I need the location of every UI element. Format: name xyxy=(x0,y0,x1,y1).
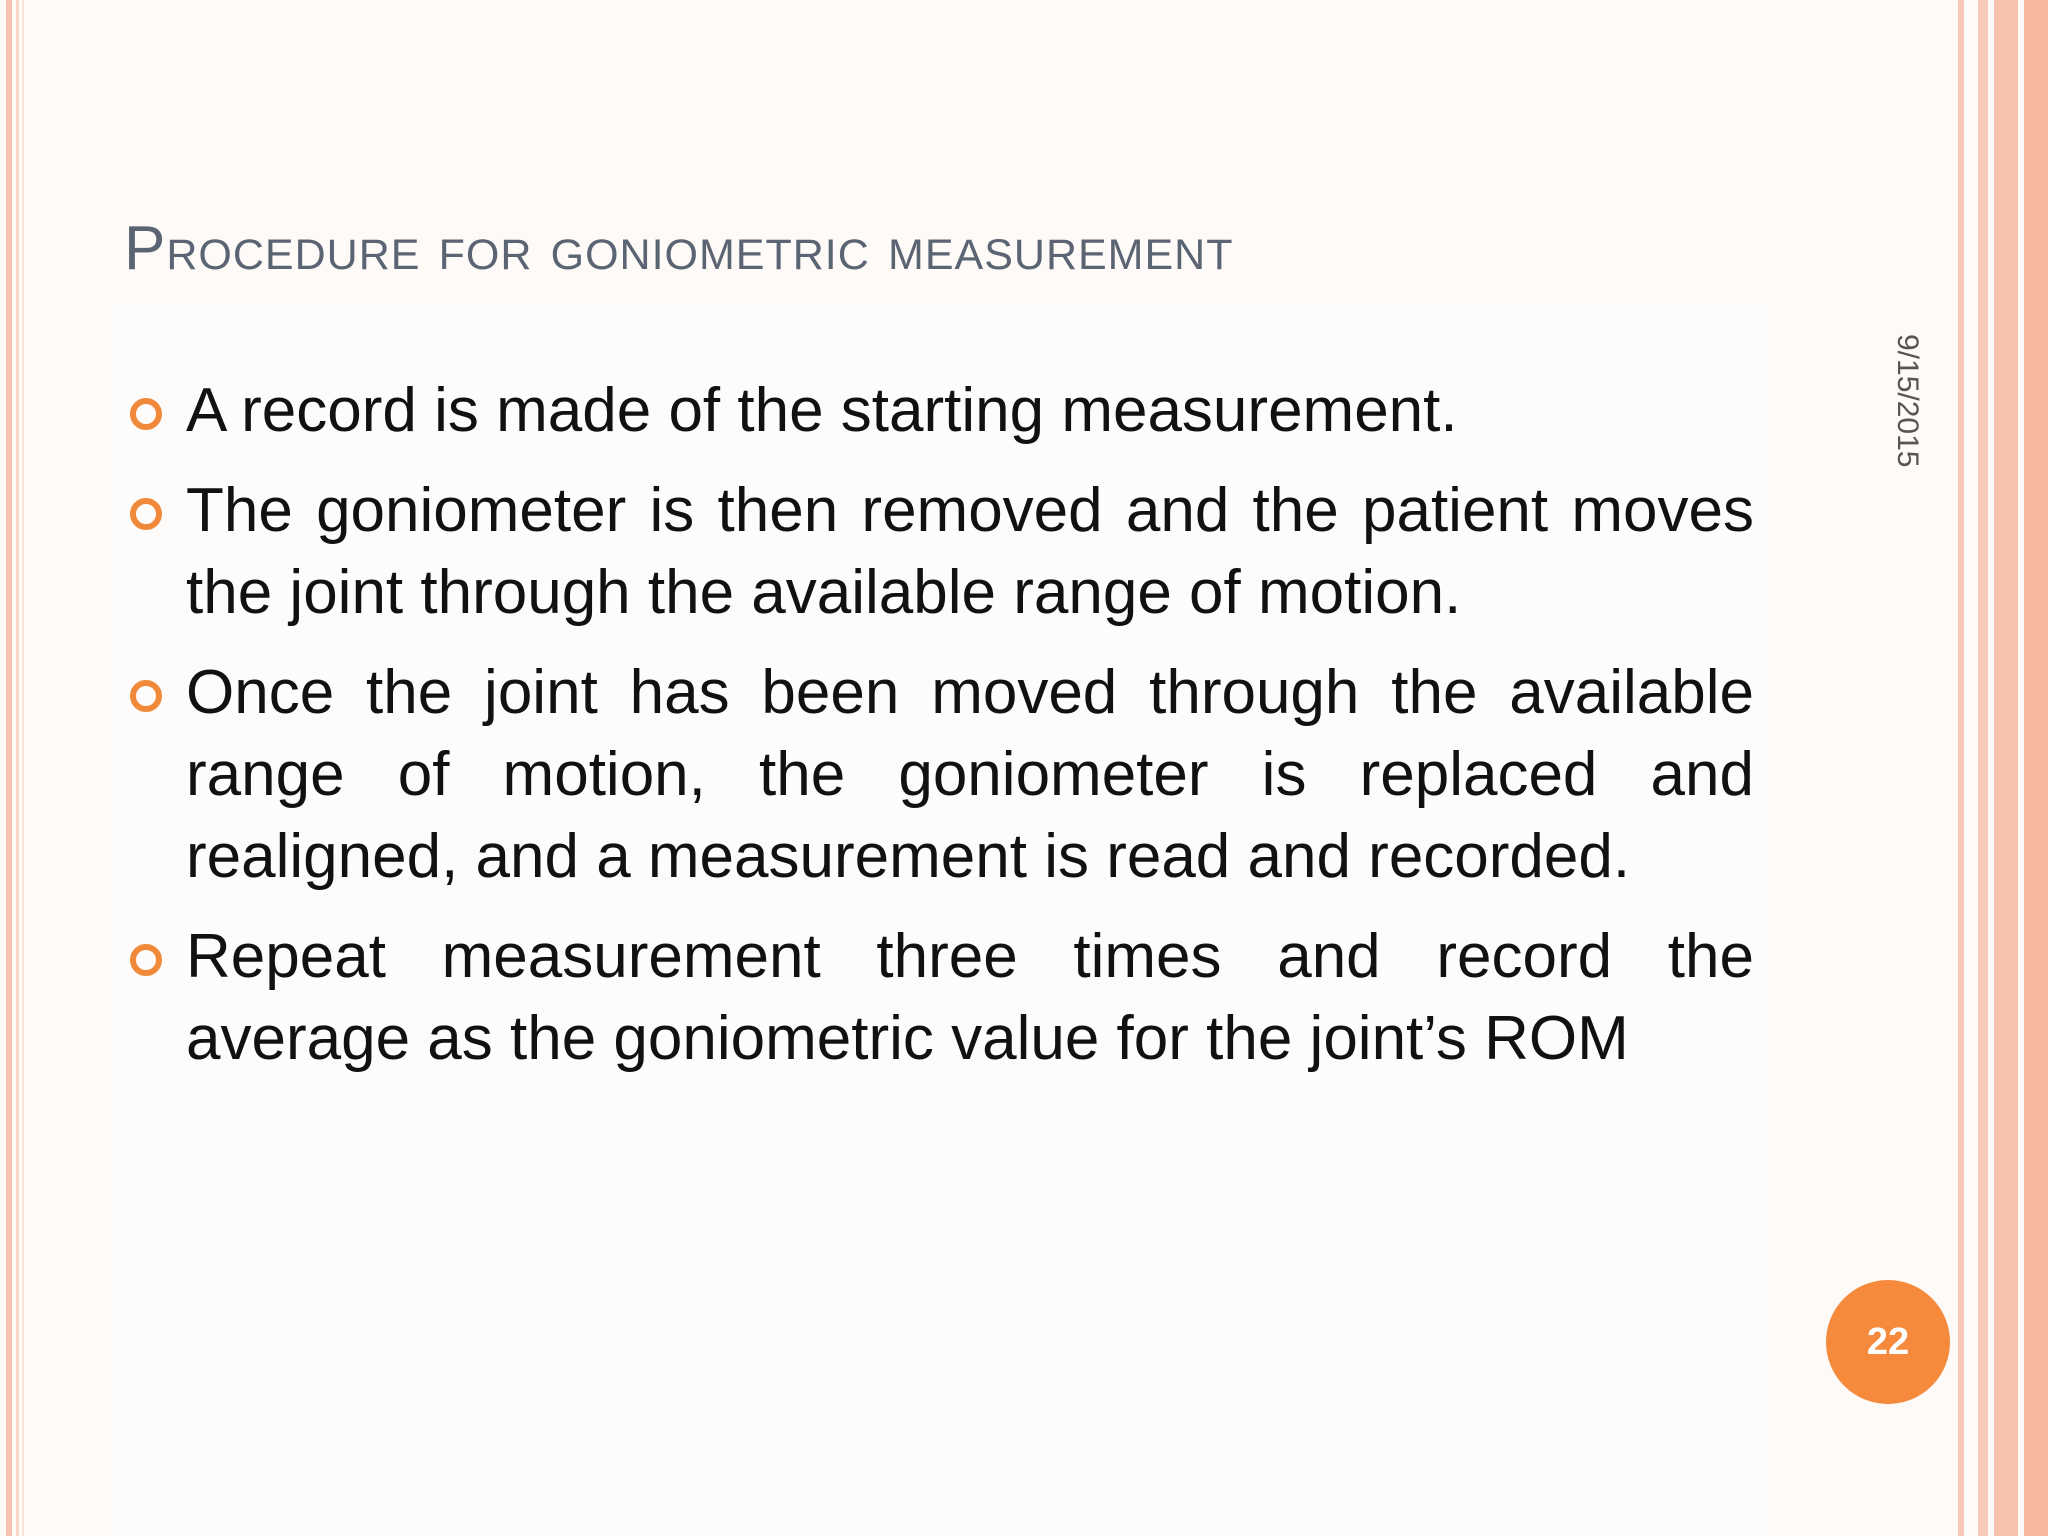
right-border-stripe xyxy=(1978,0,1988,1536)
right-border-stripe xyxy=(1958,0,1964,1536)
bullet-circle-icon xyxy=(130,944,162,976)
left-border-stripe xyxy=(16,0,19,1536)
bullet-item xyxy=(124,470,1754,634)
slide-date: 9/15/2015 xyxy=(1891,334,1924,468)
bullet-circle-icon xyxy=(130,680,162,712)
bullet-item xyxy=(124,370,1754,452)
bullet-item xyxy=(124,916,1754,1080)
left-border-stripe xyxy=(22,0,24,1536)
bullet-text: The goniometer is then removed and the patient moves the joint through the available range of motion. xyxy=(186,476,1754,627)
bullet-text: A record is made of the starting measurement. xyxy=(186,376,1458,445)
page-number: 22 xyxy=(1866,1320,1910,1363)
right-border-stripe xyxy=(2024,0,2048,1536)
bullet-circle-icon xyxy=(130,398,162,430)
slide-title: Procedure for goniometric measurement xyxy=(124,214,1234,283)
bullet-text: Once the joint has been moved through the available range of motion, the goniometer is replaced and realigned, and a measurement is read and recorded. xyxy=(186,658,1754,891)
left-border-stripe xyxy=(6,0,12,1536)
bullet-list xyxy=(124,370,1754,1098)
bullet-item xyxy=(124,652,1754,898)
right-border-stripe xyxy=(1994,0,2018,1536)
bullet-circle-icon xyxy=(130,498,162,530)
page-number-badge xyxy=(1826,1280,1950,1404)
bullet-text: Repeat measurement three times and record the average as the goniometric value for the joint’s ROM xyxy=(186,922,1754,1073)
